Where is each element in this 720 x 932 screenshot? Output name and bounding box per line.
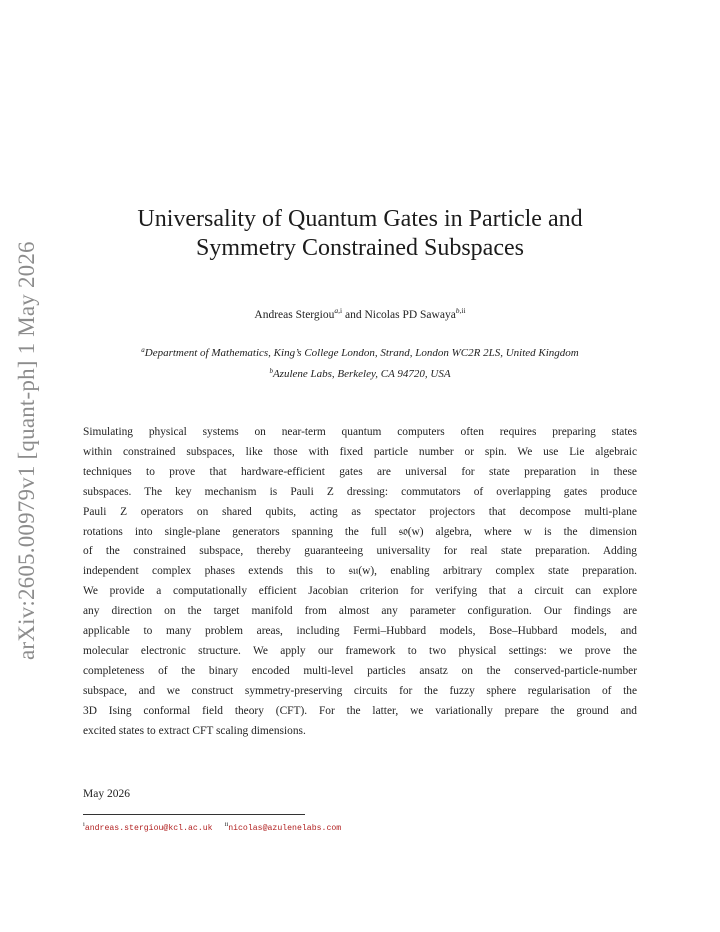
author-name: Andreas Stergiou [254, 309, 335, 321]
arxiv-identifier-stamp: arXiv:2605.00979v1 [quant-ph] 1 May 2026 [14, 241, 39, 660]
paper-title [0, 205, 720, 263]
affiliation-a: $^a$Department of Mathematics, King’s College London, Strand, London WC2R 2LS, United Kingdom [141, 346, 579, 359]
abstract-line: techniques to prove that hardware-efficient gates are universal for state preparation in these [83, 465, 637, 478]
affiliation-b: $^b$Azulene Labs, Berkeley, CA 94720, USA [269, 367, 451, 380]
abstract-line: molecular electronic structure. We apply our framework to two physical settings: we prove the [83, 644, 637, 657]
title-line-2: Symmetry Constrained Subspaces [196, 235, 524, 261]
title-line-1: Universality of Quantum Gates in Particle and [137, 206, 583, 232]
footnotes [83, 821, 341, 833]
abstract-line: subspaces. The key mechanism is Pauli Z dressing: commutators of overlapping gates produce [83, 485, 637, 498]
abstract-line: rotations into single-plane generators spanning the full 𝔰𝔬(w) algebra, where w is the dimension [83, 525, 637, 538]
email-link[interactable]: andreas.stergiou@kcl.ac.uk [84, 824, 213, 833]
abstract-line: any direction on the target manifold from almost any parameter configuration. Our findings are [83, 605, 637, 618]
author-list [0, 306, 720, 321]
abstract-line: Simulating physical systems on near-term quantum computers often requires preparing states [83, 426, 637, 438]
abstract [83, 423, 637, 742]
footnote-mark: ii [224, 821, 229, 828]
abstract-line: subspace, and we construct symmetry-preserving circuits for the fuzzy sphere regularisation of the [83, 684, 637, 697]
abstract-line: applicable to many problem areas, including Fermi–Hubbard models, Bose–Hubbard models, and [83, 625, 637, 638]
publication-date: May 2026 [83, 788, 130, 800]
email-link[interactable]: nicolas@azulenelabs.com [228, 824, 342, 833]
abstract-line: of the constrained subspace, thereby guaranteeing universality for real state preparation. Adding [83, 545, 637, 558]
author-conjunction: and [342, 309, 365, 321]
author-affil-mark: b,ii [455, 306, 466, 315]
footnote-mark: i [83, 821, 85, 828]
abstract-line: within constrained subspaces, like those with fixed particle number or spin. We use Lie algebraic [83, 445, 637, 458]
abstract-line: excited states to extract CFT scaling dimensions. [83, 724, 306, 737]
abstract-line: We provide a computationally efficient Jacobian criterion for verifying that a circuit can explore [83, 585, 637, 598]
abstract-line: independent complex phases extends this to 𝔰𝔲(w), enabling arbitrary complex state preparation. [83, 565, 637, 578]
author-name: Nicolas PD Sawaya [364, 309, 456, 321]
author-affil-mark: a,i [334, 306, 343, 315]
affiliations [0, 341, 720, 383]
abstract-line: completeness of the binary encoded multi-level particles ansatz on the conserved-particle-number [83, 664, 637, 677]
footnote-rule [83, 814, 305, 815]
abstract-line: 3D Ising conformal field theory (CFT). For the latter, we variationally prepare the ground and [83, 704, 637, 717]
abstract-line: Pauli Z operators on shared qubits, acting as spectator projectors that decompose multi-plane [83, 505, 637, 518]
